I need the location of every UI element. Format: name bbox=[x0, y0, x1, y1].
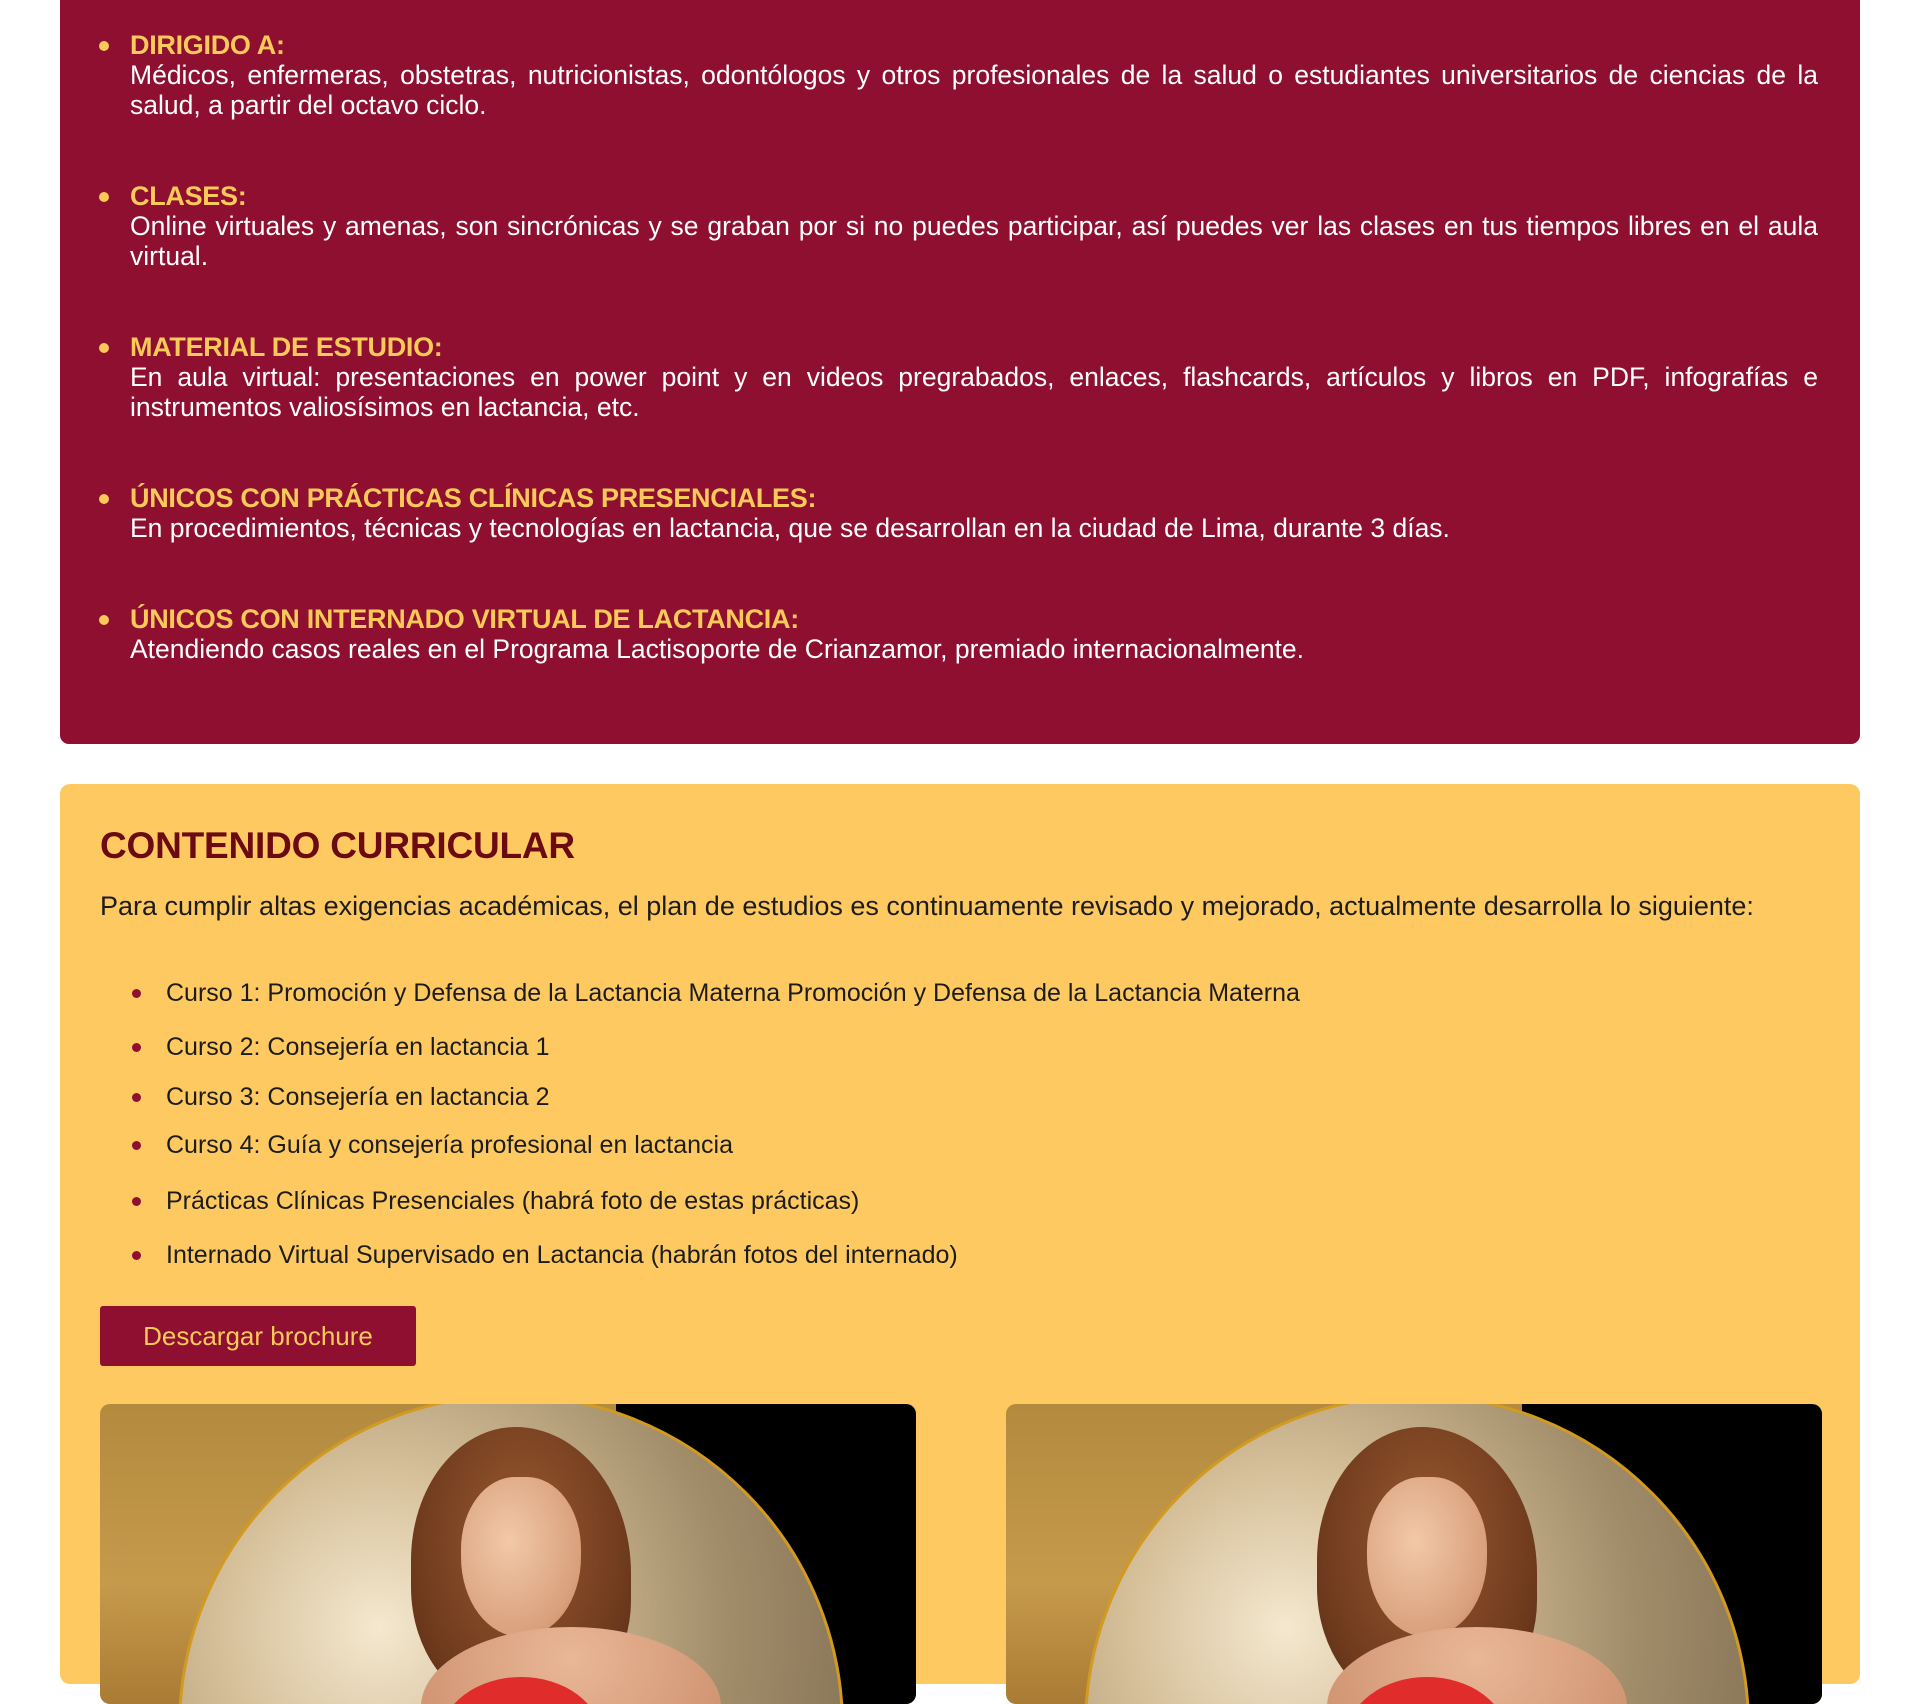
bullet-icon bbox=[132, 1251, 141, 1260]
curriculum-item-label: Internado Virtual Supervisado en Lactancia (habrán fotos del internado) bbox=[166, 1241, 958, 1269]
curriculum-item-curso-1 bbox=[166, 978, 1300, 1008]
info-item-practicas bbox=[130, 483, 1818, 543]
bullet-icon bbox=[132, 989, 141, 998]
info-item-clases bbox=[130, 181, 1818, 271]
info-item-description: En aula virtual: presentaciones en power point y en videos pregrabados, enlaces, flashcards, artículos y libros en PDF, infografías e instrumentos valiosísimos en lactancia, etc. bbox=[130, 362, 1818, 422]
bullet-icon bbox=[99, 615, 109, 625]
portrait-face bbox=[1367, 1477, 1487, 1637]
info-item-internado bbox=[130, 604, 1818, 664]
info-item-description: Médicos, enfermeras, obstetras, nutricionistas, odontólogos y otros profesionales de la salud o estudiantes universitarios de ciencias de la salud, a partir del octavo ciclo. bbox=[130, 60, 1818, 120]
info-item-heading: ÚNICOS CON INTERNADO VIRTUAL DE LACTANCIA: bbox=[130, 604, 799, 634]
info-item-heading: ÚNICOS CON PRÁCTICAS CLÍNICAS PRESENCIALES: bbox=[130, 483, 817, 513]
curriculum-item-curso-2 bbox=[166, 1032, 550, 1062]
info-item-description: En procedimientos, técnicas y tecnologías en lactancia, que se desarrollan en la ciudad de Lima, durante 3 días. bbox=[130, 513, 1450, 543]
bullet-icon bbox=[99, 192, 109, 202]
bullet-icon bbox=[99, 41, 109, 51]
curriculum-intro: Para cumplir altas exigencias académicas, el plan de estudios es continuamente revisado y mejorado, actualmente desarrolla lo siguiente: bbox=[100, 891, 1754, 921]
curriculum-item-internado bbox=[166, 1240, 958, 1270]
info-item-description: Online virtuales y amenas, son sincrónicas y se graban por si no puedes participar, así puedes ver las clases en tus tiempos libres en el aula virtual. bbox=[130, 211, 1818, 271]
curriculum-title: CONTENIDO CURRICULAR bbox=[100, 825, 575, 866]
curriculum-item-label: Curso 4: Guía y consejería profesional en lactancia bbox=[166, 1131, 733, 1159]
download-brochure-button[interactable]: Descargar brochure bbox=[100, 1306, 416, 1366]
portrait-face bbox=[461, 1477, 581, 1637]
curriculum-item-label: Prácticas Clínicas Presenciales (habrá foto de estas prácticas) bbox=[166, 1187, 860, 1215]
bullet-icon bbox=[132, 1197, 141, 1206]
bullet-icon bbox=[132, 1093, 141, 1102]
curriculum-card bbox=[60, 784, 1860, 1684]
curriculum-item-practicas bbox=[166, 1186, 859, 1216]
info-item-heading: DIRIGIDO A: bbox=[130, 30, 285, 60]
curriculum-item-curso-3 bbox=[166, 1082, 550, 1112]
info-item-heading: MATERIAL DE ESTUDIO: bbox=[130, 332, 443, 362]
bullet-icon bbox=[132, 1043, 141, 1052]
bullet-icon bbox=[99, 494, 109, 504]
curriculum-item-curso-4 bbox=[166, 1130, 733, 1160]
bullet-icon bbox=[132, 1141, 141, 1150]
curriculum-item-label: Curso 3: Consejería en lactancia 2 bbox=[166, 1083, 550, 1111]
curriculum-item-label: Curso 1: Promoción y Defensa de la Lactancia Materna Promoción y Defensa de la Lactancia Materna bbox=[166, 979, 1300, 1007]
photo-card-right bbox=[1006, 1404, 1822, 1704]
photo-card-left bbox=[100, 1404, 916, 1704]
course-info-card bbox=[60, 0, 1860, 744]
bullet-icon bbox=[99, 343, 109, 353]
info-item-heading: CLASES: bbox=[130, 181, 247, 211]
info-item-description: Atendiendo casos reales en el Programa Lactisoporte de Crianzamor, premiado internacionalmente. bbox=[130, 634, 1305, 664]
curriculum-item-label: Curso 2: Consejería en lactancia 1 bbox=[166, 1033, 550, 1061]
info-item-material bbox=[130, 332, 1818, 422]
info-item-dirigido bbox=[130, 30, 1818, 120]
